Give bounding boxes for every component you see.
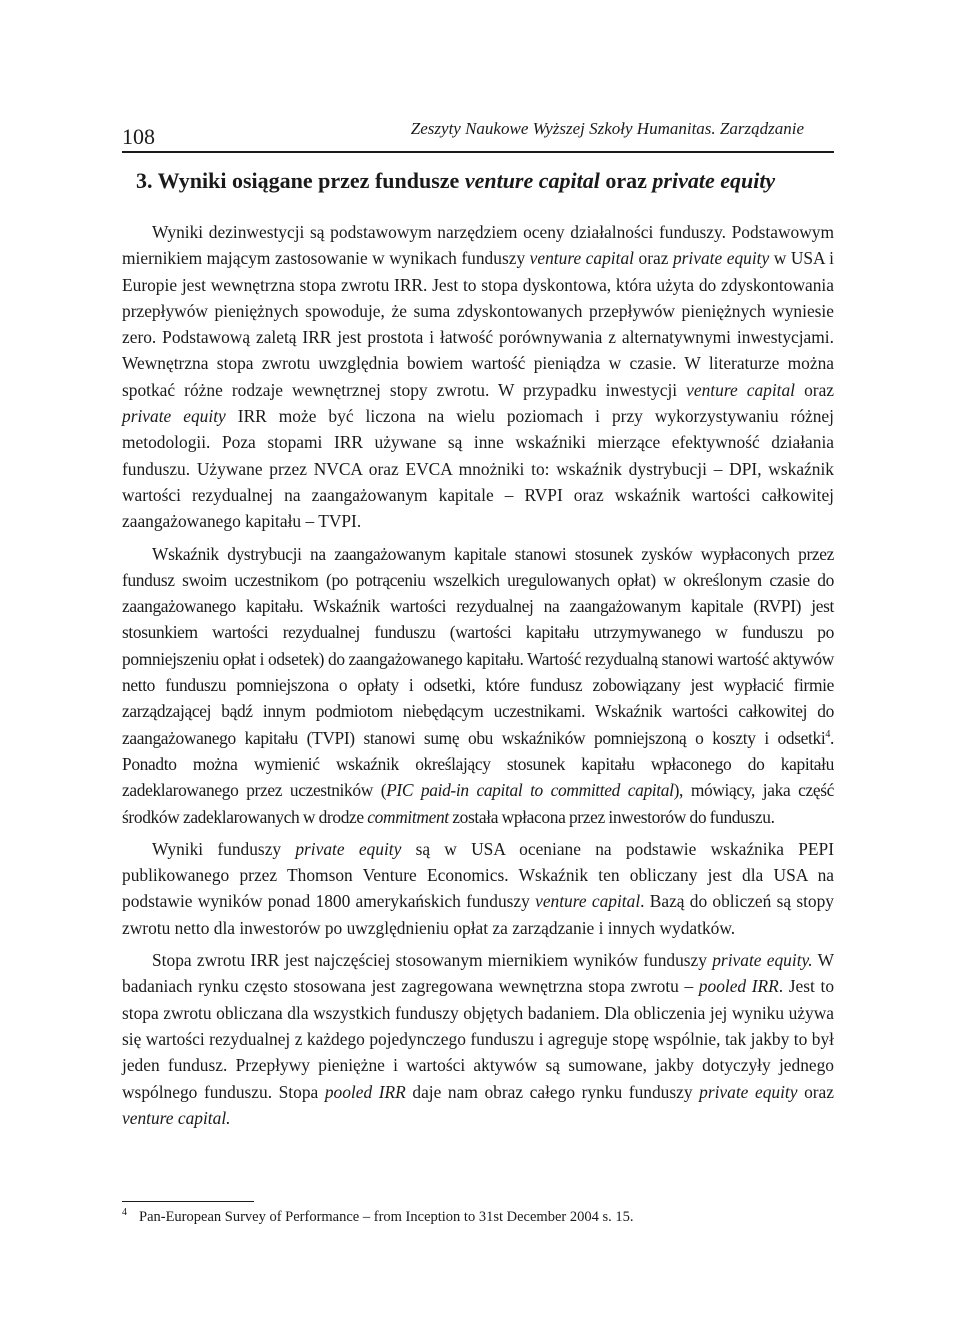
section-heading-italic: venture capital — [464, 168, 600, 193]
footnote — [122, 1207, 834, 1227]
paragraph: Wyniki funduszy private equity są w USA oceniane na podstawie wskaźnika PEPI publikowanego przez Thomson Venture Economics. Wskaźnik ten obliczany jest dla USA na podstawie wyników ponad 1800 amerykańskich funduszy venture capital. Bazą do obliczeń są stopy zwrotu netto dla inwestorów po uwzględnieniu opłat za zarządzanie i innych wydatków. — [122, 838, 835, 938]
paragraph: Wyniki dezinwestycji są podstawowym narzędziem oceny działalności funduszy. Podstawowym miernikiem mającym zastosowanie w wynikach funduszy venture capital oraz private equity w USA i Europie jest wewnętrzna stopa zwrotu IRR. Jest to stopa dyskontowa, która użyta do zdyskontowania przepływów pieniężnych spowoduje, że suma zdyskontowanych przepływów pieniężnych wyniesie zero. Podstawową zaletą IRR jest prostota i łatwość porównywania z alternatywnymi inwestycjami. Wewnętrzna stopa zwrotu uwzględnia bowiem wartość pieniądza w czasie. W literaturze można spotkać różne rodzaje wewnętrznej stopy zwrotu. W przypadku inwestycji venture capital oraz private equity IRR może być liczona na wielu poziomach i przy wykorzystywaniu różnej metodologii. Poza stopami IRR używane są inne wskaźniki mierzące efektywność działania funduszu. Używane przez NVCA oraz EVCA mnożniki to: wskaźnik dystrybucji – DPI, wskaźnik wartości rezydualnej na zaangażowanym kapitale – RVPI oraz wskaźnik wartości całkowitej zaangażowanego kapitału – TVPI. — [122, 222, 835, 532]
footnote-reference: 4 — [825, 728, 830, 740]
paragraph: Stopa zwrotu IRR jest najczęściej stosowanym miernikiem wyników funduszy private equity. W badaniach rynku często stosowana jest zagregowana wewnętrzna stopa zwrotu – pooled IRR. Jest to stopa zwrotu obliczana dla wszystkich funduszy objętych badaniem. Dla obliczenia jej wyniku używa się wartości rezydualnej z każdego pojedynczego funduszu i agreguje stopę wspólnie, tak jakby to był jeden fundusz. Przepływy pieniężne i wartości aktywów są sumowane, jakby dotyczyły jednego wspólnego funduszu. Stopa pooled IRR daje nam obraz całego rynku funduszy private equity oraz venture capital. — [122, 950, 835, 1128]
page-number: 108 — [122, 124, 155, 149]
running-head: Zeszyty Naukowe Wyższej Szkoły Humanitas. Zarządzanie — [410, 119, 804, 138]
section-heading-italic: private equity — [652, 168, 776, 193]
section-heading-text: 3. Wyniki osiągane przez fundusze — [136, 168, 465, 193]
body-text — [122, 219, 834, 1131]
page-header — [122, 115, 834, 153]
footnote-number: 4 — [122, 1207, 127, 1219]
footnote-divider — [122, 1201, 254, 1202]
footnote-text: Pan-European Survey of Performance – from Inception to 31st December 2004 s. 15. — [139, 1209, 634, 1225]
section-heading — [136, 166, 836, 196]
section-heading-text: oraz — [599, 168, 653, 193]
paragraph: Wskaźnik dystrybucji na zaangażowanym kapitale stanowi stosunek zysków wypłaconych przez fundusz swoim uczestnikom (po potrąceniu wszelkich uregulowanych opłat) w określonym czasie do zaangażowanego kapitału. Wskaźnik wartości rezydualnej na zaangażowanym kapitale (RVPI) jest stosunkiem wartości rezydualnej funduszu (wartości kapitału utrzymywanego w funduszu po pomniejszeniu opłat i odsetek) do zaangażowanego kapitału. Wartość rezydualną stanowi wartość aktywów netto funduszu pomniejszona o opłaty i odsetki, które fundusz zobowiązany jest wypłacić firmie zarządzającej bądź innym podmiotom niebędącym uczestnikami. Wskaźnik wartości całkowitej do zaangażowanego kapitału (TVPI) stanowi sumę obu wskaźników pomniejszoną o koszty i odsetki$^4$. Ponadto można wymienić wskaźnik określający stosunek kapitału wpłaconego do kapitału zadeklarowanego przez uczestników (PIC paid-in capital to committed capital), mówiący, jaka część środków zadeklarowanych w drodze commitment została wpłacona przez inwestorów do funduszu. — [122, 543, 834, 827]
